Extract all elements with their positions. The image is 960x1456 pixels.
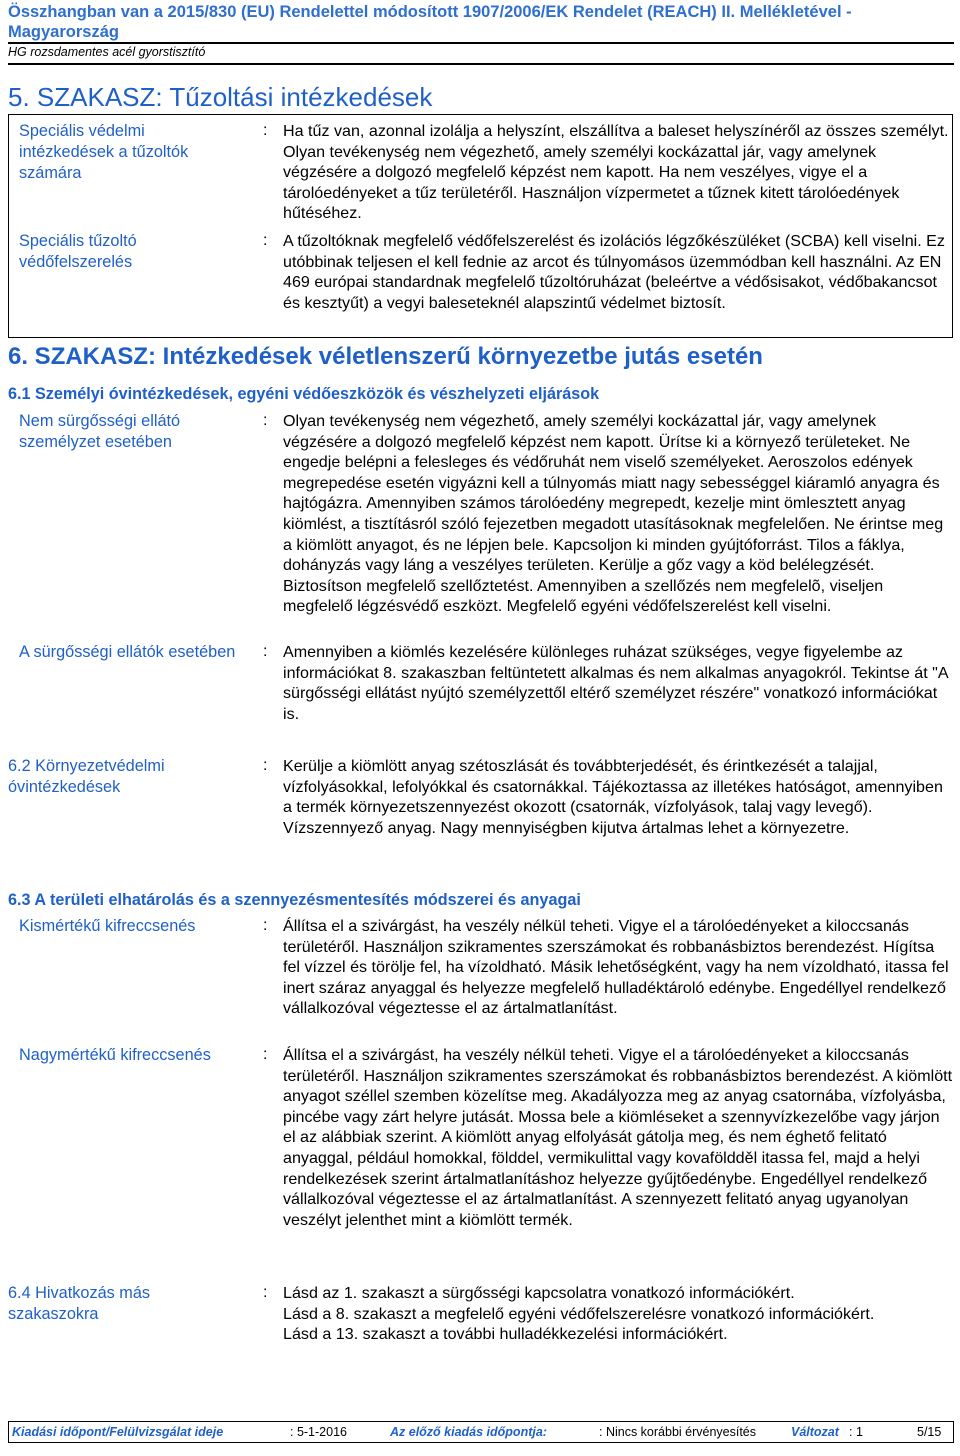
field-label-non-emergency: Nem sürgősségi ellátó személyzet esetében <box>19 412 181 451</box>
field-label-small-spill: Kismértékű kifreccsenés <box>19 917 196 935</box>
reference-line: Lásd a 8. szakaszt a megfelelő egyéni védőfelszerelésre vonatkozó információkért. <box>283 1304 875 1323</box>
field-colon: : <box>263 1046 268 1063</box>
footer-prev-label: Az előző kiadás időpontja: <box>390 1425 547 1439</box>
field-text-small-spill: Állítsa el a szivárgást, ha veszély nélkül teheti. Vigye el a tárolóedényeket a kiloccsanás területéről. Használjon szikramentes szerszámokat és robbanásbiztos berendezést. Hígítsa fel vízzel és törölje fel, ha vízoldható. Másik lehetőségként, vagy ha nem vízoldható, itassa fel inert száraz anyaggal és helyezze megfelelő hulladéktároló edénybe. Engedéllyel rendelkező vállalkozóval végeztesse el az ártalmatlanítást. <box>283 917 949 1018</box>
field-colon: : <box>263 917 268 934</box>
header-divider <box>8 42 954 44</box>
footer-issue-label: Kiadási időpont/Felülvizsgálat ideje <box>12 1425 224 1439</box>
field-label-emergency-responders: A sürgősségi ellátók esetében <box>19 643 236 661</box>
field-colon: : <box>263 122 268 139</box>
field-label-large-spill: Nagymértékű kifreccsenés <box>19 1046 211 1064</box>
field-text-references <box>283 1283 953 1345</box>
field-colon: : <box>263 643 268 660</box>
subsection-6-1-heading: 6.1 Személyi óvintézkedések, egyéni védőeszközök és vészhelyzeti eljárások <box>8 385 600 403</box>
field-text-firefighter-equipment: A tűzoltóknak megfelelő védőfelszerelést és izolációs légzőkészüléket (SCBA) kell viselni. Ez utóbbinak teljesen el kell fednie az arcot és túlnyomásos üzemmódban kell használni. Az EN 469 európai standardnak megfelelő tűzoltóruházat (beleértve a védősisakot, védőbakancsot és kesztyűt) a vegyi baleseteknél alapszintű védelmet biztosít. <box>283 232 945 312</box>
footer-version-label: Változat <box>791 1425 839 1439</box>
field-colon: : <box>263 232 268 249</box>
subsection-6-3-heading: 6.3 A területi elhatárolás és a szennyezésmentesítés módszerei és anyagai <box>8 891 581 909</box>
field-text-emergency-responders: Amennyiben a kiömlés kezelésére különleges ruházat szükséges, vegye figyelembe az információkat 8. szakaszban feltüntetett alkalmas és nem alkalmas anyagokról. Tekintse át "A sürgősségi ellátást nyújtó személyzettől eltérő személyzet részére" vonatkozó információkat is. <box>283 643 948 723</box>
product-name: HG rozsdamentes acél gyorstisztító <box>8 45 206 59</box>
footer-issue-value: : 5-1-2016 <box>290 1425 347 1439</box>
footer-page-number: 5/15 <box>917 1425 942 1439</box>
reference-line: Lásd az 1. szakaszt a sürgősségi kapcsolatra vonatkozó információkért. <box>283 1284 795 1302</box>
page-footer <box>8 1421 954 1443</box>
field-colon: : <box>263 412 268 429</box>
field-colon: : <box>263 1284 268 1301</box>
field-text-firefighter-protection: Ha tűz van, azonnal izolálja a helyszínt, elszállítva a baleset helyszínéről az összes személyt. Olyan tevékenység nem végezhető, amely személyi kockázattal jár, vagy amelynek végzésére a dolgozó megfelelő képzést nem kapott. Ha nem veszélyes, vigye el a tárolóedényeket a tűz területéről. Használjon vízpermetet a tűznek kitett tárolóedények hűtéséhez. <box>283 122 949 223</box>
reference-line: Lásd a 13. szakaszt a további hulladékkezelési információkért. <box>283 1325 728 1344</box>
field-label-firefighter-protection: Speciális védelmi intézkedések a tűzoltók számára <box>19 122 189 182</box>
field-text-large-spill: Állítsa el a szivárgást, ha veszély nélkül teheti. Vigye el a tárolóedényeket a kiloccsanás területéről. Használjon szikramentes szerszámokat és robbanásbiztos berendezést. A kiömlött anyagot széllel szemben közelítse meg. Akadályozza meg az anyag csatornába, vízfolyásba, pincébe vagy zárt helyre jutását. Mossa bele a kiömléseket a szennyvízkezelőbe vagy járjon el az alábbiak szerint. A kiömlött anyag elfolyását gátolja meg, és nem éghető felitató anyaggal, például homokkal, földdel, vermikulittal vagy kovaföldděl itassa fel, majd a helyi rendelkezések szerint ártalmatlanításhoz helyezze gyűjtőedénybe. Engedéllyel rendelkező vállalkozóval végeztesse el az ártalmatlanítást. A szennyezett felitató anyag ugyanolyan veszélyt jelenthet mint a kiömlött termék. <box>283 1046 953 1229</box>
section-5-heading: 5. SZAKASZ: Tűzoltási intézkedések <box>8 82 433 112</box>
field-colon: : <box>263 757 268 774</box>
field-label-firefighter-equipment: Speciális tűzoltó védőfelszerelés <box>19 232 137 271</box>
footer-prev-value: : Nincs korábbi érvényesítés <box>599 1425 757 1439</box>
field-text-environmental: Kerülje a kiömlött anyag szétoszlását és továbbterjedését, és érintkezését a talajjal, vízfolyásokkal, lefolyókkal és csatornákkal. Tájékoztassa az illetékes hatóságot, amennyiben a termék környezetszennyezést okozott (csatornák, vízfolyások, talaj vagy levegő). Vízszennyező anyag. Nagy mennyiségben kijutva ártalmas lehet a környezetre. <box>283 757 943 837</box>
document-header-title: Összhangban van a 2015/830 (EU) Rendelettel módosított 1907/2006/EK Rendelet (REACH) II. Mellékletével - Magyarország <box>8 3 852 41</box>
footer-version-value: : 1 <box>849 1425 863 1439</box>
subsection-6-4-label: 6.4 Hivatkozás más szakaszokra <box>8 1284 151 1323</box>
subsection-6-2-label: 6.2 Környezetvédelmi óvintézkedések <box>8 757 165 796</box>
section-6-heading: 6. SZAKASZ: Intézkedések véletlenszerű környezetbe jutás esetén <box>8 343 763 370</box>
field-text-non-emergency: Olyan tevékenység nem végezhető, amely személyi kockázattal jár, vagy amelynek végzésére a dolgozó megfelelő képzést nem kapott. Ürítse ki a környező területeket. Ne engedje belépni a felesleges és védőruhát nem viselő személyeket. Aeroszolos edények megrepedése esetén vigyázni kell a túlnyomás miatt nagy sebességgel kiáramló anyagra és hajtógázra. Amennyiben számos tárolóedény megrepedt, kezelje mint ömlesztett anyag kiömlést, a tisztításról szóló fejezetben megadott utasításoknak megfelelően. Ne érintse meg a kiömlött anyagot, és ne lépjen bele. Kapcsoljon ki minden gyújtóforrást. Tilos a fáklya, dohányzás vagy láng a veszélyes területen. Kerülje a gőz vagy a köd belélegzését. Biztosítson megfelelő szellőztetést. Amennyiben a szellőzés nem megfelelõ, viseljen megfelelő légzésvédő eszközt. Megfelelő egyéni védőfelszerelést kell viselni. <box>283 412 944 616</box>
header-divider-bottom <box>8 63 954 65</box>
